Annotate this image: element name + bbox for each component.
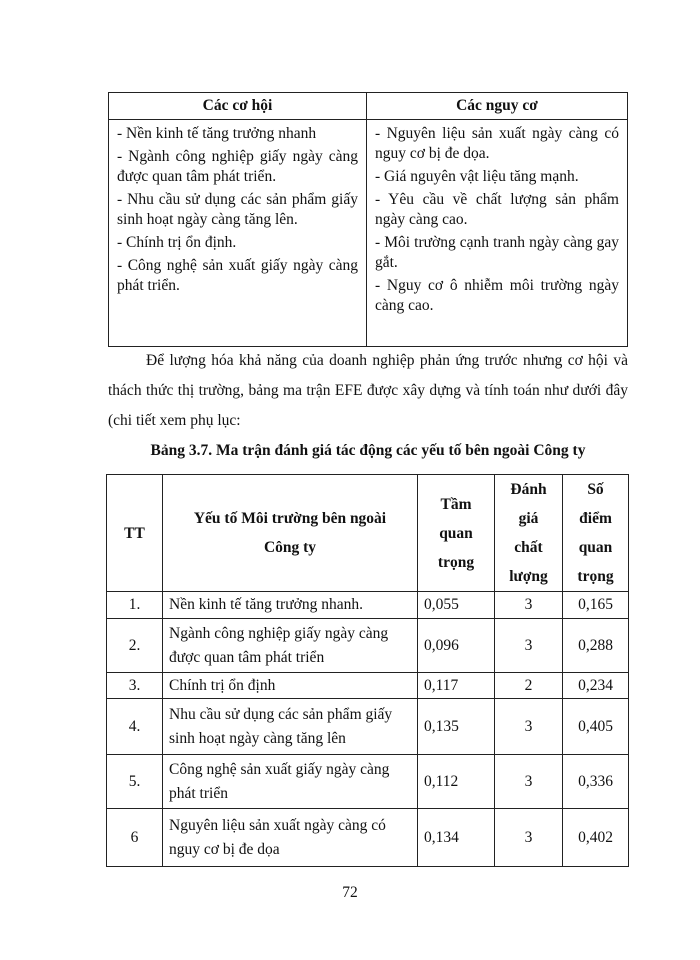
score-header-line: điểm [579,510,612,527]
row-rating: 3 [495,619,563,673]
row-number: 3. [107,673,163,699]
row-score: 0,336 [563,755,629,809]
table-row [107,809,629,867]
opportunity-item: - Chính trị ổn định. [117,234,237,251]
page-number: 72 [342,884,358,901]
row-weight: 0,055 [418,592,495,619]
row-score: 0,405 [563,699,629,755]
col-rating-header [495,475,563,592]
row-weight: 0,096 [418,619,495,673]
row-weight: 0,117 [418,673,495,699]
row-factor: Chính trị ổn định [163,673,418,699]
col-factor-header [163,475,418,592]
row-number: 2. [107,619,163,673]
row-factor: Nhu cầu sử dụng các sản phẩm giấy sinh hoạt ngày càng tăng lên [163,699,418,755]
row-score: 0,165 [563,592,629,619]
row-weight: 0,112 [418,755,495,809]
row-rating: 3 [495,699,563,755]
threat-item: - Giá nguyên vật liệu tăng mạnh. [375,168,579,185]
score-header-line: quan [578,539,613,556]
row-score: 0,402 [563,809,629,867]
threat-item: - Yêu cầu về chất lượng sản phẩm ngày càng cao. [375,191,619,228]
weight-header-line: Tầm [440,495,472,513]
opportunity-item: - Nền kinh tế tăng trưởng nhanh [117,125,317,142]
rating-header-line: giá [518,510,539,527]
col-tt-header: TT [107,475,163,592]
row-weight: 0,135 [418,699,495,755]
threat-item: - Môi trường cạnh tranh ngày càng gay gắt. [375,234,619,271]
body-paragraph: Để lượng hóa khả năng của doanh nghiệp phản ứng trước nhưng cơ hội và thách thức thị trường, bảng ma trận EFE được xây dựng và tính toán như dưới đây (chi tiết xem phụ lục: [108,352,628,429]
efe-header-row [107,475,629,592]
threats-cell [367,120,628,347]
table-row [107,619,629,673]
threats-header: Các nguy cơ [367,93,628,120]
table-row [107,699,629,755]
row-score: 0,234 [563,673,629,699]
rating-header-line: lượng [509,568,548,585]
rating-header-line: Đánh [510,481,547,498]
table-caption: Bảng 3.7. Ma trận đánh giá tác động các yếu tố bên ngoài Công ty [150,442,586,459]
weight-header-line: quan [439,524,473,542]
row-rating: 3 [495,755,563,809]
row-number: 5. [107,755,163,809]
opportunities-cell [109,120,367,347]
row-score: 0,288 [563,619,629,673]
score-header-line: Số [587,481,604,498]
col-score-header [563,475,629,592]
threat-item: - Nguyên liệu sản xuất ngày càng có nguy cơ bị đe dọa. [375,125,619,162]
row-weight: 0,134 [418,809,495,867]
rating-header-line: chất [514,539,543,556]
table-row [107,592,629,619]
row-rating: 3 [495,809,563,867]
table-row [107,755,629,809]
factor-header-line: Công ty [263,539,317,556]
row-factor: Nền kinh tế tăng trưởng nhanh. [163,592,418,619]
opportunities-header: Các cơ hội [109,93,367,120]
score-header-line: trọng [577,568,614,585]
row-number: 1. [107,592,163,619]
row-rating: 2 [495,673,563,699]
opportunity-item: - Ngành công nghiệp giấy ngày càng được quan tâm phát triển. [117,148,358,185]
opportunity-item: - Nhu cầu sử dụng các sản phẩm giấy sinh hoạt ngày càng tăng lên. [117,191,358,228]
opportunities-threats-table [108,92,628,347]
row-rating: 3 [495,592,563,619]
efe-matrix-table [106,474,629,867]
opportunity-item: - Công nghệ sản xuất giấy ngày càng phát triển. [117,257,358,294]
row-factor: Nguyên liệu sản xuất ngày càng có nguy cơ bị đe dọa [163,809,418,867]
row-factor: Công nghệ sản xuất giấy ngày càng phát triển [163,755,418,809]
row-number: 4. [107,699,163,755]
factor-header-line: Yếu tố Môi trường bên ngoài [193,510,387,527]
table-row [107,673,629,699]
weight-header-line: trọng [437,553,475,571]
threat-item: - Nguy cơ ô nhiễm môi trường ngày càng cao. [375,277,619,314]
col-weight-header [418,475,495,592]
row-factor: Ngành công nghiệp giấy ngày càng được quan tâm phát triển [163,619,418,673]
row-number: 6 [107,809,163,867]
